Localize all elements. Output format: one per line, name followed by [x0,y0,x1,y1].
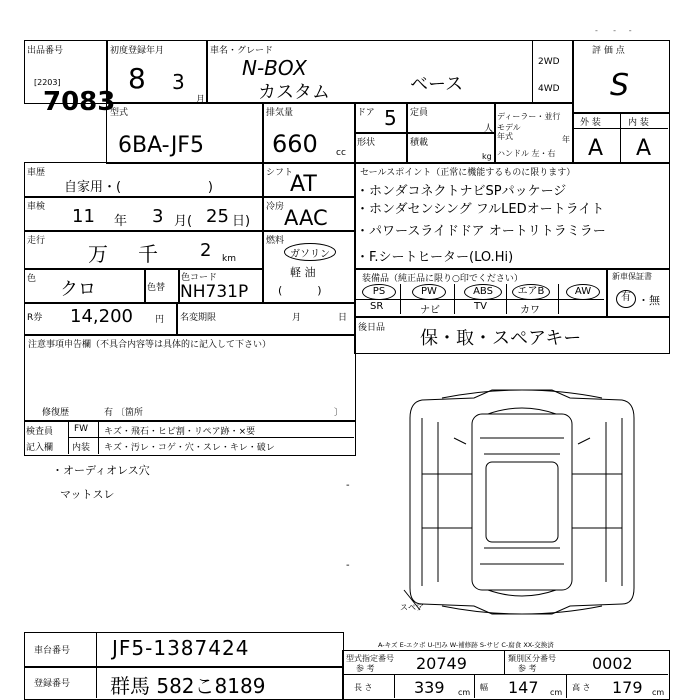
int-label-row: 内装 [72,443,91,453]
fw-label: FW [74,424,89,434]
equip-airbag: エアB [512,284,550,300]
capacity-unit: 人 [484,124,494,134]
fw-value: キズ・飛石・ヒビ割・リペア跡・×要 [104,427,256,437]
selling-point-4: ・F.シートヒーター(LO.Hi) [356,250,514,265]
mileage-man: 万 [88,242,108,266]
repair-value: 有 〔箇所 [104,408,143,418]
recycle-label: R券 [27,313,43,323]
height-value: 179 [612,678,643,697]
selling-points-label: セールスポイント（正常に機能するものに限ります） [360,168,576,178]
color-value: クロ [60,279,96,300]
int-label: 内 装 [628,118,649,128]
color-code-label: 色コード [181,273,218,283]
score-value: S [610,68,630,103]
inspection-year-unit: 年 [114,214,128,229]
deadline-label: 名変期限 [180,313,217,323]
specs-hline [342,674,668,675]
load-label: 積載 [410,138,429,148]
selling-point-3: ・パワースライドドア オートリトラミラー [356,224,606,239]
capacity-label: 定員 [410,108,429,118]
car-grade: ベース [410,74,464,95]
selling-point-1: ・ホンダコネクトナビSPパッケージ [356,184,567,199]
fuel-paren: ( ) [278,284,322,297]
warranty-no: ・無 [638,294,660,307]
shift-label: シフト [266,168,294,178]
chassis-label: 車台番号 [34,646,71,656]
displacement-value: 660 [272,130,318,158]
reg-div [96,666,97,698]
length-value: 339 [414,678,445,697]
top-right-mark: - - - [595,26,632,35]
equip-hline [356,299,604,300]
specs-div-4 [566,674,567,698]
int-value-row: キズ・汚レ・コゲ・穴・スレ・キレ・破レ [104,443,275,453]
inspector-hline [68,437,354,438]
warranty-label: 新車保証書 [612,272,652,281]
drive-cell [532,40,574,104]
inspector-label-2: 記入欄 [26,443,54,453]
inspection-month-unit: 月( [174,214,193,229]
handle-label: ハンドル 左・右 [497,149,556,158]
shift-value: AT [290,172,317,197]
lot-number: 7083 [43,87,116,117]
width-label: 幅 [480,683,488,692]
inspection-label: 車検 [27,202,46,212]
car-name-line2: カスタム [258,82,330,103]
car-diagram [402,378,642,618]
equip-ps: PS [362,284,396,300]
model-value: 6BA-JF5 [118,133,204,158]
back-parts-value: 保・取・スペアキー [420,328,582,349]
recycle-value: 14,200 [70,306,133,327]
height-unit: cm [652,688,665,697]
lot-label: 出品番号 [27,46,64,56]
equip-leather: カワ [520,305,540,316]
month-unit: 月 [196,95,206,105]
ext-int-divider [620,112,621,162]
equip-sr: SR [370,301,384,312]
specs-div-2 [394,674,395,698]
deadline-day: 日 [338,313,348,323]
category-label: 類別区分番号 [508,654,556,663]
model-year-label: モデル 年式 [497,123,521,141]
fuel-diesel: 軽 油 [290,266,316,279]
repair-label: 修復歴 [42,408,70,418]
equip-tv: TV [474,301,487,312]
dash-mark-2: - [346,560,350,571]
km-unit: km [222,254,236,264]
color-code-value: NH731P [180,282,249,302]
specs-div-3 [474,674,475,698]
width-unit: cm [550,688,563,697]
handwritten-note-2: マットスレ [60,488,115,501]
mileage-sen: 千 [138,242,158,266]
drive-4wd: 4WD [538,84,560,94]
mileage-hyaku: 2 [200,240,212,261]
chassis-value: JF5-1387424 [112,636,250,660]
equip-navi: ナビ [420,305,440,316]
back-parts-label: 後日品 [358,323,386,333]
inspection-day-unit: 日) [232,214,251,229]
equip-aw: AW [566,284,600,300]
ext-label: 外 装 [580,118,601,128]
displacement-label: 排気量 [266,108,294,118]
history-label: 車歴 [27,168,46,178]
fuel-gas: ガソリン [290,249,330,260]
deadline-month: 月 [292,313,302,323]
specs-div-1 [504,650,505,674]
first-reg-month: 3 [172,70,185,94]
ext-int-hline [572,128,668,129]
equip-abs: ABS [464,284,502,300]
notes-label: 注意事項申告欄（不具合内容等は具体的に記入して下さい） [28,340,272,350]
width-value: 147 [508,678,539,697]
color-change-label: 色替 [147,283,166,293]
inspection-month: 3 [152,206,164,227]
load-unit: kg [482,152,492,161]
spare-label: スペア [400,603,424,612]
inspection-day: 25 [206,206,229,227]
handwritten-note-1: ・オーディオレス穴 [52,464,150,477]
first-reg-label: 初度登録年月 [110,46,165,56]
first-reg-year: 8 [128,62,146,95]
repair-close: 〕 [334,408,344,418]
drive-2wd: 2WD [538,57,560,67]
equip-pw: PW [412,284,446,300]
category-value: 0002 [592,654,633,673]
dash-mark-1: - [346,480,350,491]
history-value: 自家用・( ) [64,180,213,195]
score-label: 評 価 点 [592,46,625,56]
doors-value: 5 [384,106,397,130]
type-approval-ref: 参 考 [356,664,375,673]
type-approval-value: 20749 [416,654,467,673]
cc-unit: cc [336,148,346,158]
lot-date-code: [2203] [34,78,61,87]
equipment-label: 装備品（純正品に限り○印でください） [362,274,523,284]
length-label: 長 さ [354,683,373,692]
ac-label: 冷房 [266,202,285,212]
reg-label: 登録番号 [34,679,71,689]
height-label: 高 さ [572,683,591,692]
recycle-unit: 円 [155,315,165,325]
warranty-yes: 有 [616,290,636,308]
mileage-label: 走行 [27,236,46,246]
fuel-label: 燃料 [266,236,285,246]
ac-value: AAC [284,206,328,230]
inspection-year: 11 [72,206,95,227]
year-unit: 年 [562,135,570,144]
chassis-div [96,632,97,666]
inspector-label-1: 検査員 [26,427,54,437]
model-label: 型式 [110,108,129,118]
color-label: 色 [27,274,37,284]
dealer-label: ディーラー・並行 [497,112,561,121]
car-label: 車名・グレード [210,46,274,56]
car-name-line1: N-BOX [242,56,307,80]
selling-point-2: ・ホンダセンシング フルLEDオートライト [356,202,605,217]
shape-label: 形状 [357,138,376,148]
reg-value: 群馬 582こ8189 [110,674,266,698]
length-unit: cm [458,688,471,697]
doors-label: ドア [357,108,375,118]
category-ref: 参 考 [518,664,537,673]
type-approval-label: 型式指定番号 [346,654,394,663]
damage-legend: A-キズ E-エクボ U-凹み W-補修跡 S-サビ C-腐食 XX-交換済 [378,641,554,649]
int-value: A [636,136,652,161]
ext-value: A [588,136,604,161]
